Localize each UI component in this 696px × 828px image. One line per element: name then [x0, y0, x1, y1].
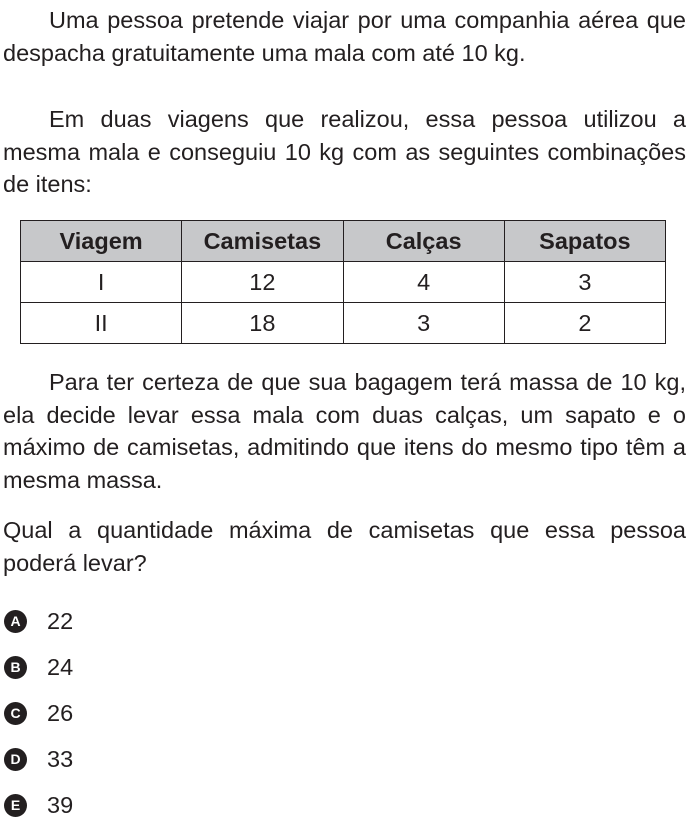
option-b[interactable]	[4, 644, 73, 690]
option-text: 24	[47, 653, 74, 680]
table-row	[21, 262, 666, 303]
table-cell: 2	[504, 303, 665, 344]
table-row	[21, 303, 666, 344]
option-text: 33	[47, 745, 74, 772]
option-d[interactable]	[4, 736, 73, 782]
option-letter-badge: B	[4, 656, 27, 679]
table-cell: 12	[182, 262, 343, 303]
intro-paragraph: Uma pessoa pretende viajar por uma companhia aérea que despacha gratuitamente uma mala com até 10 kg.	[3, 7, 686, 66]
option-text: 22	[47, 607, 74, 634]
answer-options	[4, 598, 73, 828]
table-cell: 3	[504, 262, 665, 303]
option-text: 26	[47, 699, 74, 726]
option-letter-badge: E	[4, 794, 27, 817]
table-cell: I	[21, 262, 182, 303]
decision-paragraph: Para ter certeza de que sua bagagem terá massa de 10 kg, ela decide levar essa mala com duas calças, um sapato e o máximo de camisetas, admitindo que itens do mesmo tipo têm a mesma massa.	[3, 369, 686, 493]
question-text: Qual a quantidade máxima de camisetas que essa pessoa poderá levar?	[3, 517, 686, 576]
option-c[interactable]	[4, 690, 73, 736]
option-letter-badge: A	[4, 610, 27, 633]
option-a[interactable]	[4, 598, 73, 644]
header-viagem: Viagem	[21, 221, 182, 262]
option-letter-badge: D	[4, 748, 27, 771]
table-header-row	[21, 221, 666, 262]
header-sapatos: Sapatos	[504, 221, 665, 262]
table-cell: II	[21, 303, 182, 344]
header-calcas: Calças	[343, 221, 504, 262]
header-camisetas: Camisetas	[182, 221, 343, 262]
table-cell: 3	[343, 303, 504, 344]
table-cell: 18	[182, 303, 343, 344]
trips-table	[20, 220, 666, 344]
context-paragraph: Em duas viagens que realizou, essa pessoa utilizou a mesma mala e conseguiu 10 kg com as seguintes combinações de itens:	[3, 106, 686, 197]
table-cell: 4	[343, 262, 504, 303]
option-letter-badge: C	[4, 702, 27, 725]
option-text: 39	[47, 791, 74, 818]
option-e[interactable]	[4, 782, 73, 828]
